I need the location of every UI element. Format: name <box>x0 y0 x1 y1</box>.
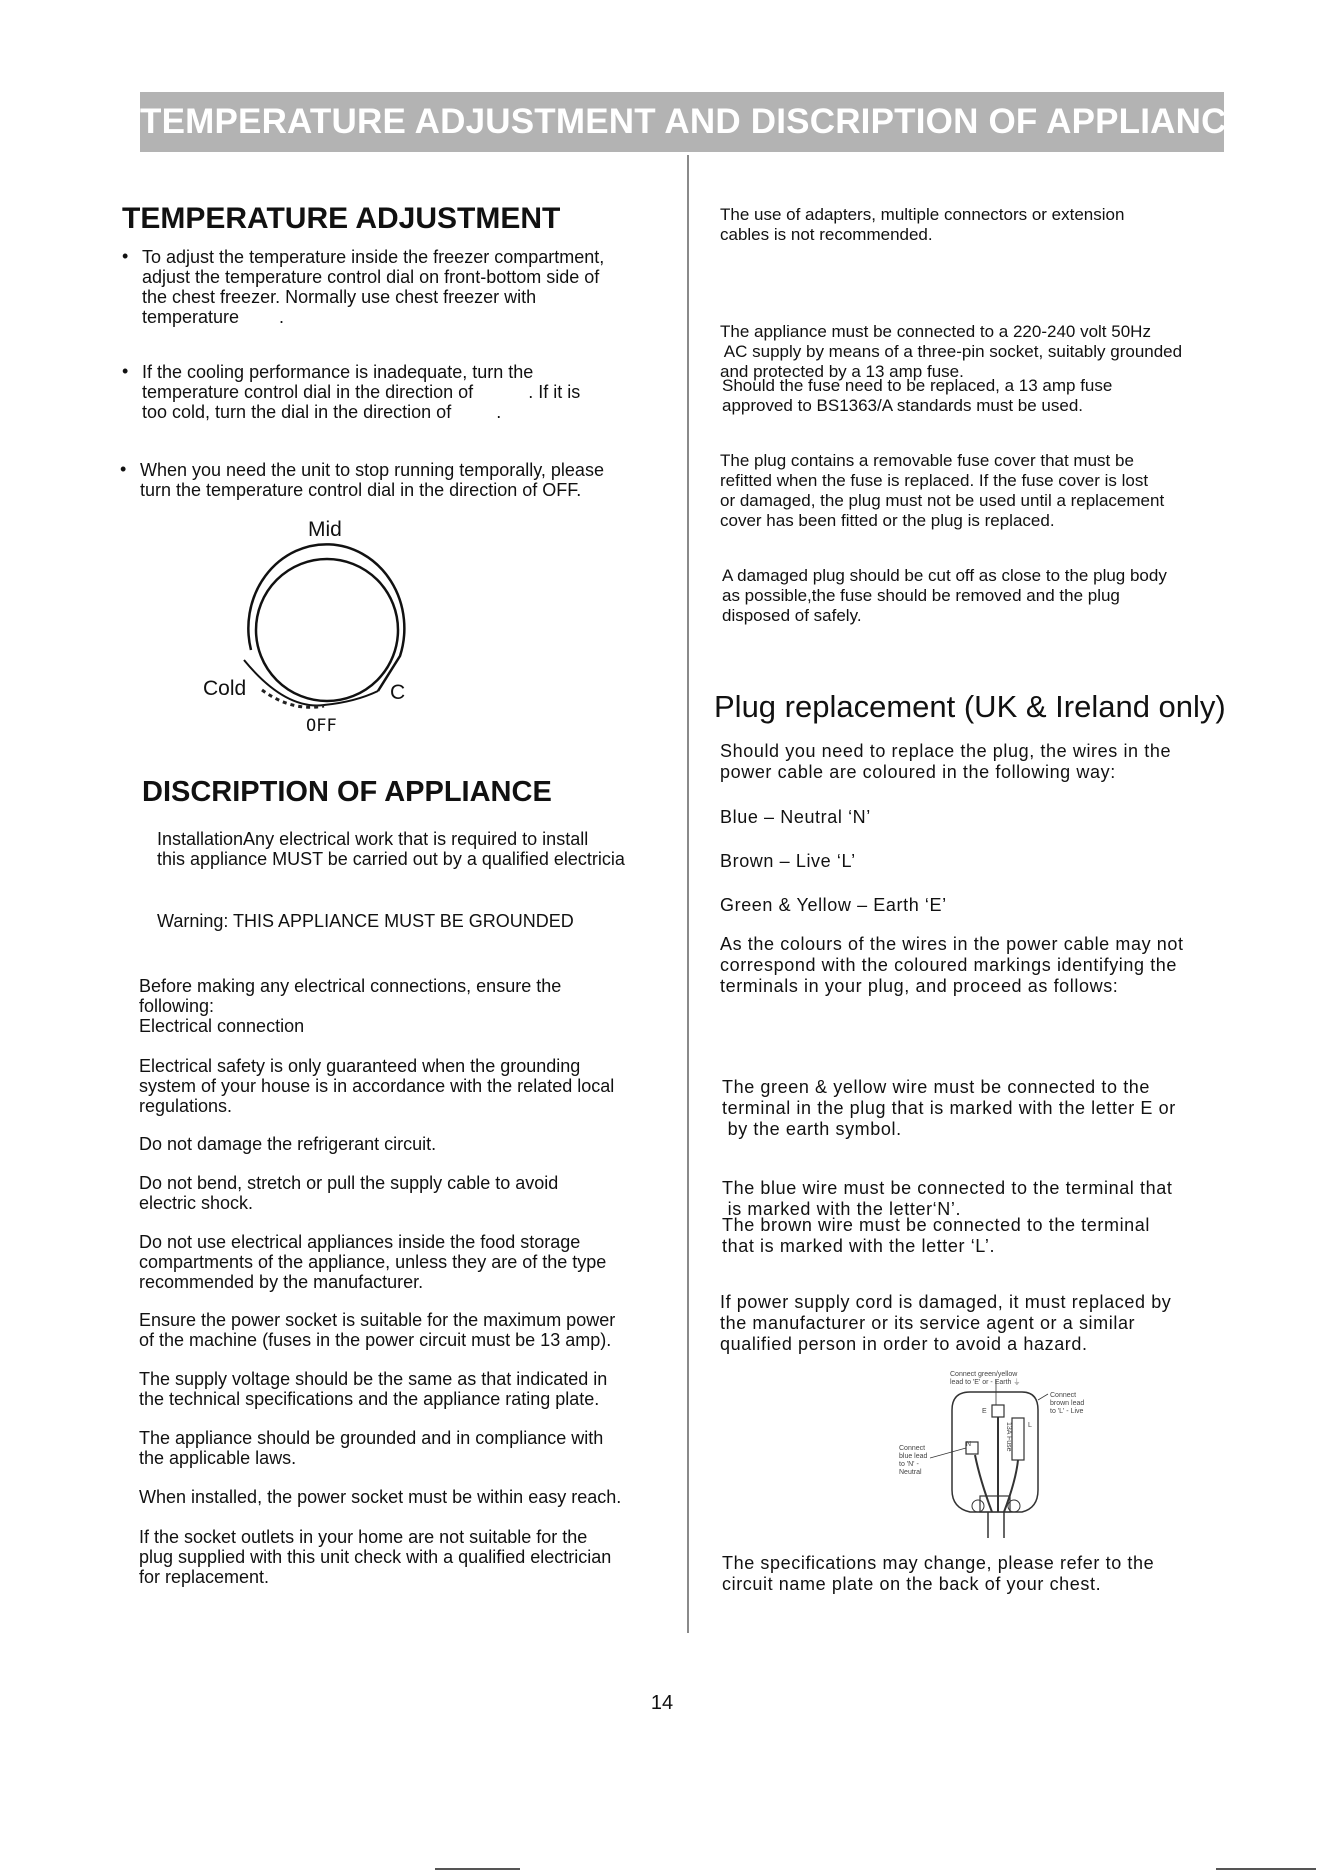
dial-label-cold: Cold <box>203 677 247 700</box>
para-power-socket: Ensure the power socket is suitable for the maximum power of the machine (fuses in the power circuit must be 13 amp). <box>139 1310 616 1350</box>
temperature-dial <box>200 540 440 740</box>
dial-label-c: C <box>390 681 406 704</box>
bullet-stop: • When you need the unit to stop running temporally, please turn the temperature control dial in the direction of OFF. <box>120 459 604 500</box>
para-before-connections: Before making any electrical connections, ensure the following: Electrical connection <box>139 976 562 1036</box>
bullet-cooling: • If the cooling performance is inadequate, turn the temperature control dial in the direction of . If it is too cold, turn the dial in the direction of . <box>122 361 581 422</box>
bullet-dot: • <box>122 361 129 381</box>
plug-wire-green-yellow: Green & Yellow – Earth ‘E’ <box>720 895 947 915</box>
diagram-n-label: N <box>966 1441 972 1448</box>
footer-rule <box>435 1868 520 1870</box>
para-socket-outlets: If the socket outlets in your home are not suitable for the plug supplied with this unit check with a qualified electrician for replacement. <box>139 1527 612 1587</box>
plug-para-colours: As the colours of the wires in the power cable may not correspond with the coloured markings identifying the terminals in your plug, and proceed as follows: <box>720 934 1184 996</box>
temperature-adjustment-heading: TEMPERATURE ADJUSTMENT <box>122 202 561 235</box>
para-adapters: The use of adapters, multiple connectors or extension cables is not recommended. <box>720 205 1125 244</box>
plug-wire-brown: Brown – Live ‘L’ <box>720 851 856 871</box>
plug-wiring-diagram <box>930 1380 1060 1540</box>
dial-label-mid: Mid <box>308 518 342 541</box>
diagram-fuse-label: 13A Fuse <box>1005 1422 1012 1452</box>
para-electrical-appliances: Do not use electrical appliances inside the food storage compartments of the appliance, unless they are of the type recommended by the manufacturer. <box>139 1232 607 1292</box>
page-number: 14 <box>650 1692 674 1714</box>
para-refrigerant: Do not damage the refrigerant circuit. <box>139 1134 437 1154</box>
bullet-adjust: • To adjust the temperature inside the freezer compartment, adjust the temperature control dial on front-bottom side of the chest freezer. Normally use chest freezer with temperature . <box>122 246 605 327</box>
plug-para-blue: The blue wire must be connected to the terminal that is marked with the letter‘N’. <box>722 1178 1173 1219</box>
column-divider <box>687 155 689 1633</box>
description-heading: DISCRIPTION OF APPLIANCE <box>142 776 552 808</box>
diagram-l-label: L <box>1028 1422 1032 1429</box>
para-grounded: The appliance should be grounded and in compliance with the applicable laws. <box>139 1428 604 1468</box>
dial-label-off: OFF <box>306 716 337 736</box>
diagram-e-label: E <box>982 1408 987 1415</box>
diagram-earth-note: Connect green/yellow lead to 'E' or - Earth ⏚ <box>950 1371 1021 1386</box>
plug-para-brown: The brown wire must be connected to the terminal that is marked with the letter ‘L’. <box>722 1215 1150 1256</box>
para-supply-connection: The appliance must be connected to a 220-240 volt 50Hz AC supply by means of a three-pin socket, suitably grounded and protected by a 13 amp fuse. <box>720 322 1183 381</box>
diagram-neutral-note: Connect blue lead to 'N' - Neutral <box>899 1445 928 1476</box>
plug-para-wires: Should you need to replace the plug, the wires in the power cable are coloured in the following way: <box>720 741 1172 782</box>
bullet-dot: • <box>120 459 127 479</box>
para-damaged-plug: A damaged plug should be cut off as close to the plug body as possible,the fuse should be removed and the plug disposed of safely. <box>722 566 1167 625</box>
para-cable: Do not bend, stretch or pull the supply cable to avoid electric shock. <box>139 1173 559 1213</box>
para-fuse-replacement: Should the fuse need to be replaced, a 13 amp fuse approved to BS1363/A standards must be used. <box>722 376 1113 415</box>
page-banner: TEMPERATURE ADJUSTMENT AND DISCRIPTION OF APPLIANCE <box>140 92 1224 152</box>
installation-text: InstallationAny electrical work that is required to install this appliance MUST be carried out by a qualified electricia <box>157 829 625 869</box>
para-easy-reach: When installed, the power socket must be within easy reach. <box>139 1487 622 1507</box>
para-supply-voltage: The supply voltage should be the same as that indicated in the technical specifications and the appliance rating plate. <box>139 1369 608 1409</box>
plug-replacement-heading: Plug replacement (UK & Ireland only) <box>714 689 1226 724</box>
diagram-live-note: Connect brown lead to 'L' - Live <box>1050 1392 1085 1415</box>
footer-rule <box>1216 1868 1316 1870</box>
para-electrical-safety: Electrical safety is only guaranteed when the grounding system of your house is in accordance with the related local regulations. <box>139 1056 615 1116</box>
warning-text: Warning: THIS APPLIANCE MUST BE GROUNDED <box>157 911 574 931</box>
para-fuse-cover: The plug contains a removable fuse cover that must be refitted when the fuse is replaced. If the fuse cover is lost or damaged, the plug must not be used until a replacement cover has been fitted or the plug is replaced. <box>720 451 1165 530</box>
plug-para-cord-damaged: If power supply cord is damaged, it must replaced by the manufacturer or its service agent or a similar qualified person in order to avoid a hazard. <box>720 1292 1172 1354</box>
plug-para-specifications: The specifications may change, please refer to the circuit name plate on the back of your chest. <box>722 1553 1155 1594</box>
plug-wire-blue: Blue – Neutral ‘N’ <box>720 807 871 827</box>
plug-para-green: The green & yellow wire must be connected to the terminal in the plug that is marked with the letter E or by the earth symbol. <box>722 1077 1176 1139</box>
bullet-dot: • <box>122 246 129 266</box>
